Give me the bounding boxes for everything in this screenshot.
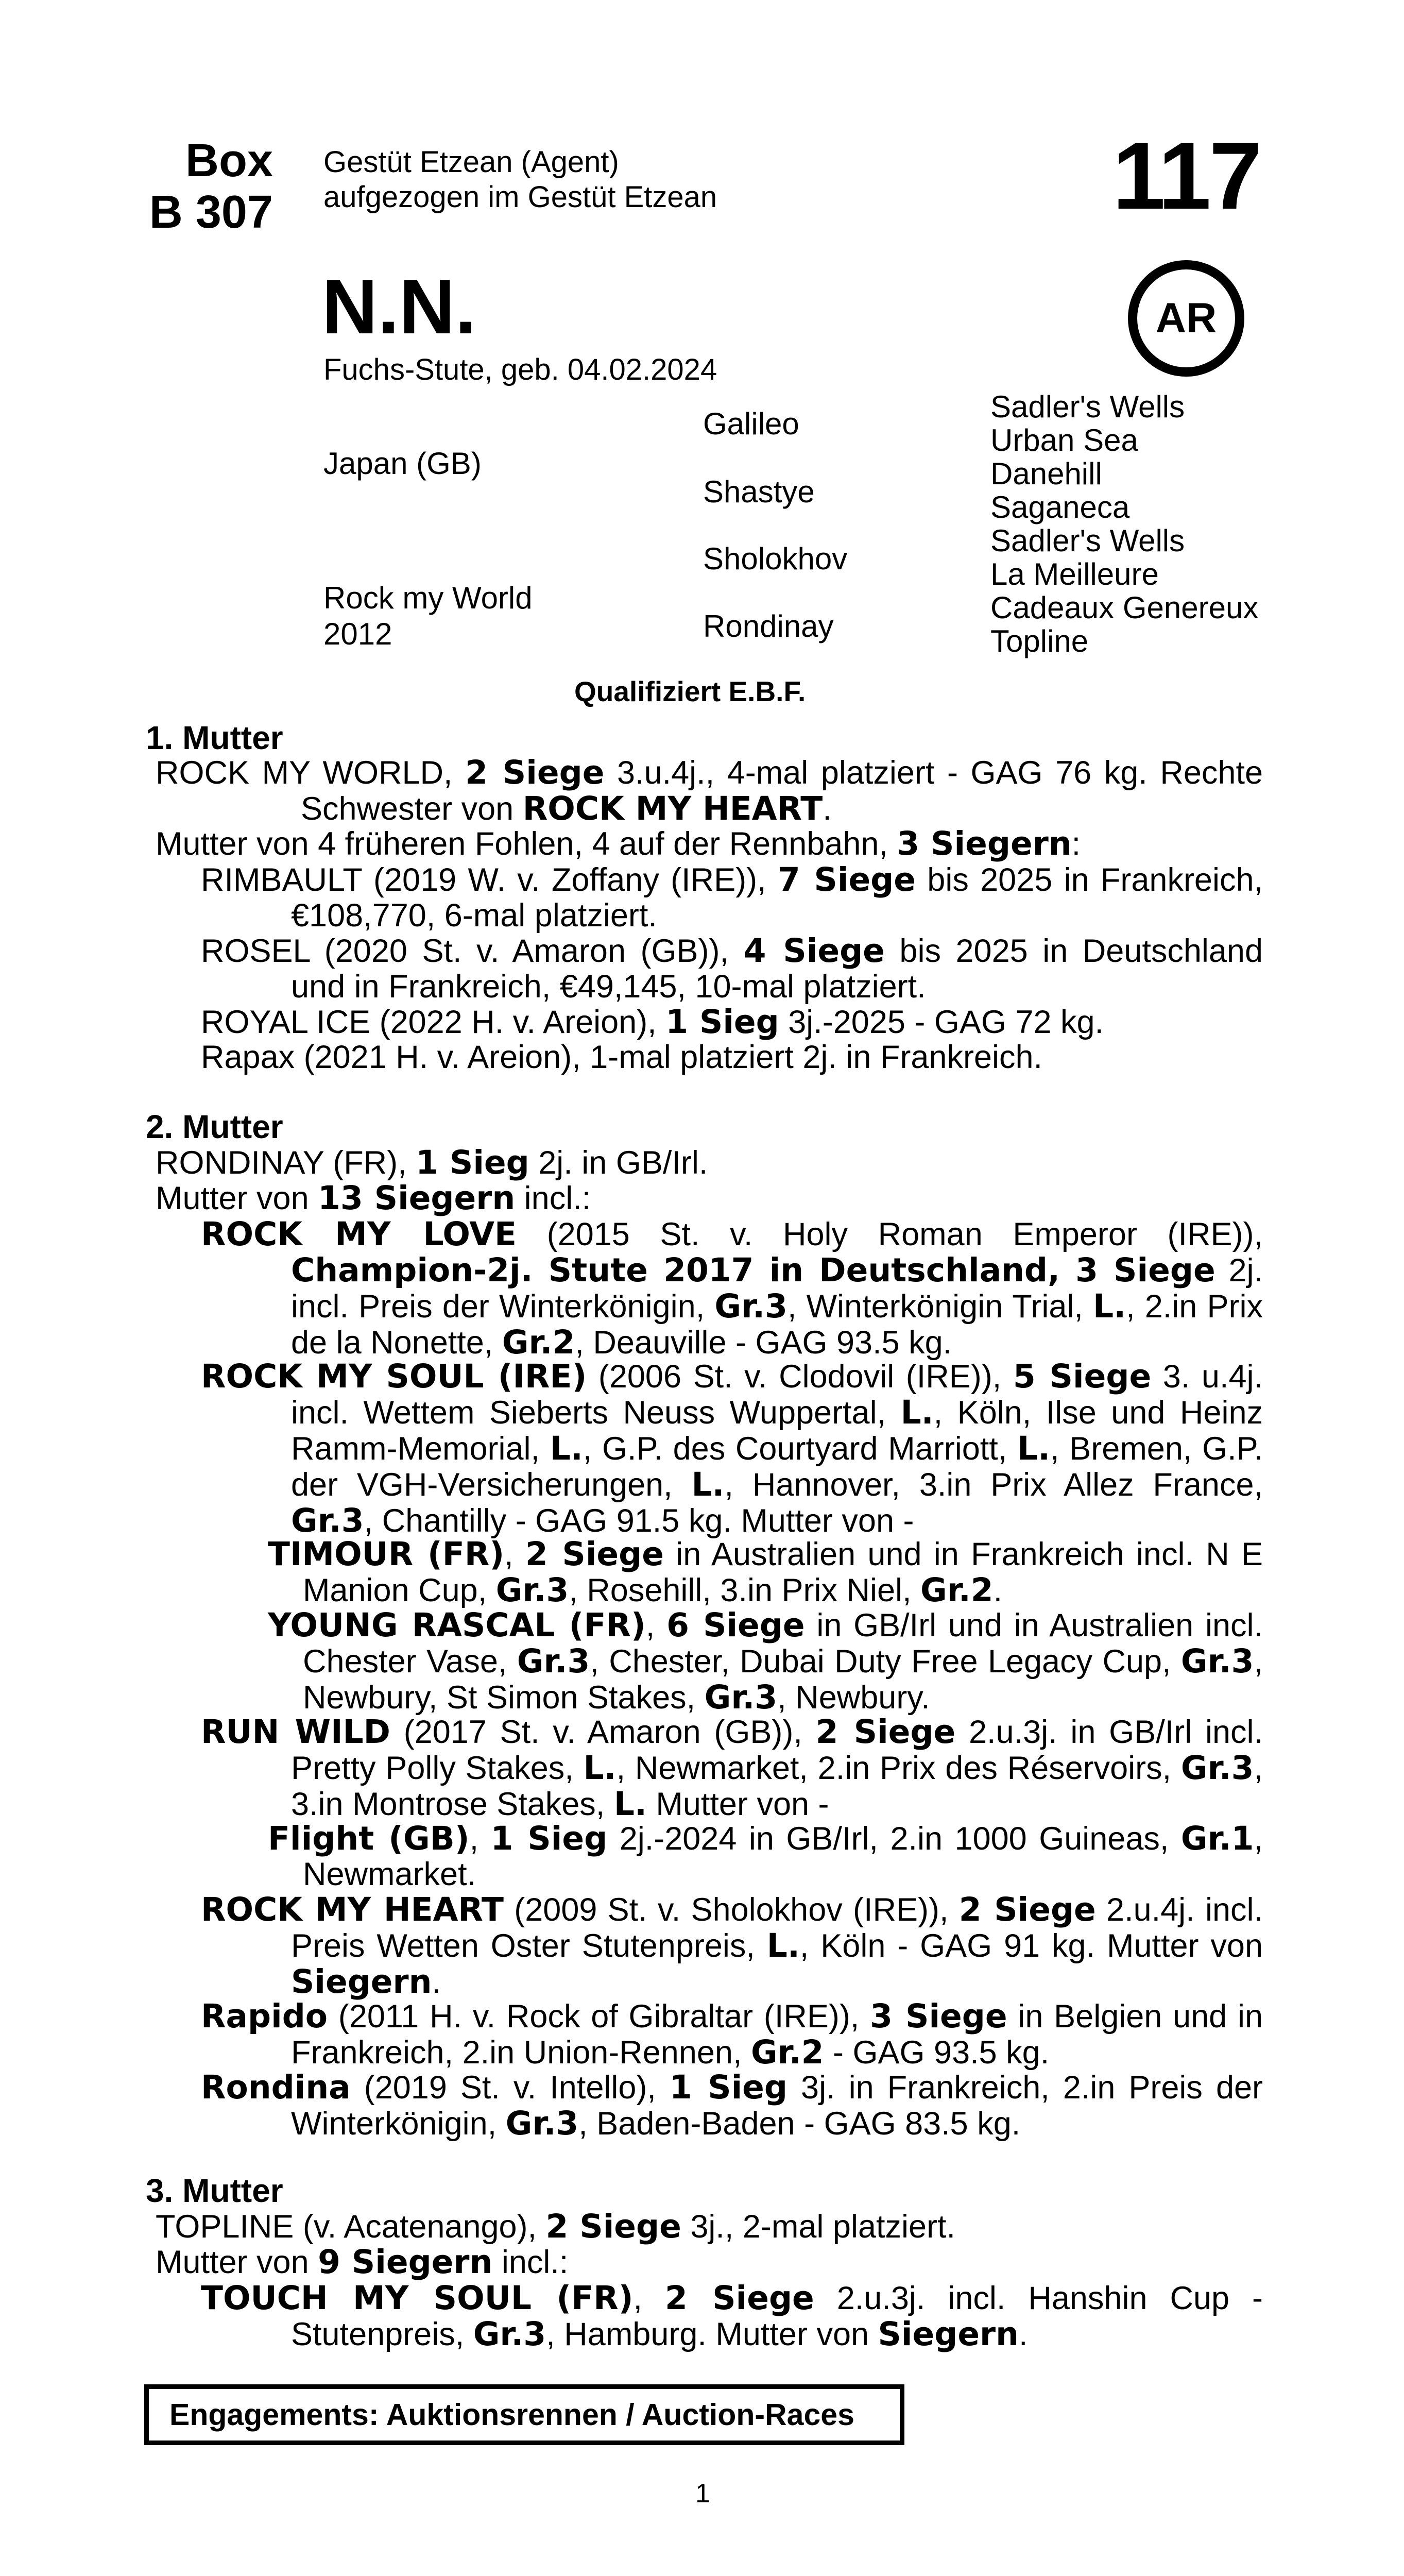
text-run: 3. u.4j. incl. Wettem Sieberts Neuss Wuppertal, (291, 1359, 1263, 1431)
second-dam-intro (156, 1145, 708, 1181)
text-run: , Deauville - GAG 93.5 kg. (575, 1325, 952, 1361)
first-dam-offspring (201, 933, 1263, 1005)
text-run: (2009 St. v. Sholokhov (IRE)), (504, 1892, 959, 1928)
second-dam-heading: 2. Mutter (146, 1108, 283, 1145)
bold-text: Gr.2 (920, 1571, 994, 1609)
bold-text: 1 Sieg (669, 2069, 788, 2106)
text-run: , Newmarket, 2.in Prix des Réservoirs, (616, 1750, 1181, 1786)
pedigree-grandparent: Sholokhov (703, 541, 848, 576)
text-run: , Bremen, G.P. der VGH-Versicherungen, (291, 1431, 1263, 1503)
text-run: . (432, 1964, 441, 2000)
bold-text: ROCK MY HEART (201, 1891, 504, 1928)
text-run: , (645, 1607, 667, 1643)
bold-text: L. (613, 1785, 647, 1823)
text-run: TOPLINE (v. Acatenango), (156, 2209, 546, 2245)
text-run: (2011 H. v. Rock of Gibraltar (IRE)), (328, 1998, 870, 2035)
text-run: 2.u.4j. incl. Preis Wetten Oster Stutenpreis, (291, 1892, 1263, 1964)
pedigree-grandparent: Galileo (703, 406, 799, 441)
bold-text: 2 Siege (525, 1535, 664, 1573)
text-run: , (469, 1821, 491, 1857)
third-dam-offspring (201, 2280, 1263, 2352)
bold-text: RUN WILD (201, 1713, 390, 1751)
bold-text: Siegern (291, 1963, 432, 2001)
consignor: Gestüt Etzean (Agent) (323, 145, 619, 179)
box-label (129, 135, 273, 238)
text-run: . (993, 1572, 1003, 1608)
text-run: 2.u.3j. incl. Hanshin Cup - Stutenpreis, (291, 2280, 1263, 2352)
page-number: 1 (695, 2479, 710, 2509)
grand-offspring (268, 1821, 1263, 1892)
second-dam-offspring (201, 1359, 1263, 1539)
text-run: , Winterkönigin Trial, (787, 1289, 1093, 1325)
text-run: , Newbury. (777, 1680, 930, 1716)
bold-text: 7 Siege (777, 861, 916, 899)
grand-offspring (268, 1607, 1263, 1716)
bold-text: Gr.3 (704, 1679, 778, 1716)
text-run: Mutter von (156, 2244, 318, 2280)
text-run: 2j. incl. Preis der Winterkönigin, (291, 1252, 1263, 1325)
bold-text: 1 Sieg (416, 1144, 529, 1181)
box-number: B 307 (149, 187, 273, 238)
grand-offspring (268, 1536, 1263, 1608)
text-run: , (633, 2280, 665, 2316)
pedigree-great-grandparent: Saganeca (990, 490, 1130, 524)
text-run: (2019 St. v. Intello), (350, 2070, 670, 2106)
text-run: ROYAL ICE (2022 H. v. Areion), (201, 1004, 666, 1040)
bold-text: Gr.3 (505, 2105, 579, 2142)
text-run: . (823, 791, 832, 827)
bold-text: Rapido (201, 1997, 328, 2035)
bold-text: Gr.3 (495, 1571, 569, 1609)
bold-text: Rondina (201, 2069, 351, 2106)
bold-text: 4 Siege (743, 932, 885, 970)
bold-text: L. (550, 1430, 583, 1467)
text-run: - GAG 93.5 kg. (824, 2035, 1050, 2071)
pedigree-dam: Rock my World (323, 581, 533, 615)
engagements-box (144, 2384, 904, 2445)
first-dam-offspring (201, 862, 1263, 934)
bold-text: 2 Siege (815, 1713, 956, 1751)
text-run: ROSEL (2020 St. v. Amaron (GB)), (201, 933, 744, 969)
bold-text: Champion-2j. Stute 2017 in Deutschland, 3 Siege (291, 1251, 1215, 1289)
first-dam-offspring (201, 1040, 1263, 1075)
raised-by: aufgezogen im Gestüt Etzean (323, 180, 717, 214)
bold-text: TIMOUR (FR) (268, 1535, 505, 1573)
bold-text: YOUNG RASCAL (FR) (268, 1606, 646, 1644)
text-run: RIMBAULT (2019 W. v. Zoffany (IRE)), (201, 862, 778, 898)
pedigree-grandparent: Rondinay (703, 609, 834, 643)
bold-text: L. (900, 1394, 934, 1431)
pedigree-grandparent: Shastye (703, 474, 815, 509)
bold-text: 3 Siege (870, 1997, 1007, 2035)
pedigree-great-grandparent: Sadler's Wells (990, 523, 1185, 558)
text-run: 2.u.3j. in GB/Irl incl. Pretty Polly Stakes, (291, 1714, 1263, 1786)
bold-text: Siegern (878, 2315, 1019, 2353)
bold-text: L. (766, 1927, 800, 1964)
third-dam-heading: 3. Mutter (146, 2172, 283, 2209)
text-run: in Australien und in Frankreich incl. N E Manion Cup, (303, 1536, 1263, 1608)
bold-text: Gr.1 (1180, 1820, 1254, 1857)
text-run: , Chantilly - GAG 91.5 kg. Mutter von - (364, 1503, 914, 1539)
text-run: , Newbury, St Simon Stakes, (303, 1643, 1263, 1716)
text-run: ROCK MY WORLD, (156, 755, 466, 791)
bold-text: ROCK MY HEART (522, 790, 823, 827)
text-run: , Newmarket. (303, 1821, 1263, 1892)
text-run: 3j.-2025 - GAG 72 kg. (779, 1004, 1104, 1040)
first-dam-intro (156, 755, 1263, 827)
text-run: Mutter von - (646, 1786, 829, 1822)
bold-text: Gr.3 (291, 1502, 364, 1539)
text-run: in GB/Irl und in Australien incl. Chester Vase, (303, 1607, 1263, 1680)
second-dam-offspring (201, 2070, 1263, 2142)
first-dam-produce (156, 826, 1081, 862)
bold-text: 13 Siegern (318, 1179, 516, 1217)
bold-text: 6 Siege (666, 1606, 805, 1644)
third-dam-intro (156, 2209, 955, 2245)
second-dam-offspring (201, 1998, 1263, 2071)
text-run: , 3.in Montrose Stakes, (291, 1750, 1263, 1822)
pedigree-great-grandparent: La Meilleure (990, 557, 1159, 591)
pedigree-great-grandparent: Sadler's Wells (990, 389, 1185, 424)
text-run: 3.u.4j., 4-mal platziert - GAG 76 kg. Rechte Schwester von (301, 755, 1263, 827)
third-dam-produce (156, 2244, 568, 2280)
text-run: Mutter von (156, 1180, 318, 1216)
first-dam-offspring (201, 1004, 1263, 1040)
bold-text: Flight (GB) (268, 1820, 470, 1857)
bold-text: 9 Siegern (318, 2243, 493, 2281)
box-line-1: Box (185, 135, 273, 187)
lot-number: 117 (1112, 123, 1260, 229)
engagements-label: Engagements: Auktionsrennen / Auction-Races (169, 2398, 854, 2432)
bold-text: L. (1017, 1430, 1051, 1467)
bold-text: 2 Siege (665, 2279, 814, 2317)
text-run: , Köln, Ilse und Heinz Ramm-Memorial, (291, 1395, 1263, 1467)
text-run: 2j.-2024 in GB/Irl, 2.in 1000 Guineas, (607, 1821, 1181, 1857)
text-run: , Baden-Baden - GAG 83.5 kg. (578, 2106, 1021, 2142)
text-run: incl.: (515, 1180, 591, 1216)
pedigree-great-grandparent: Topline (990, 624, 1089, 658)
bold-text: 3 Siegern (897, 825, 1072, 862)
bold-text: 1 Sieg (665, 1003, 779, 1041)
second-dam-produce (156, 1180, 591, 1216)
text-run: , Köln - GAG 91 kg. Mutter von (799, 1928, 1263, 1964)
ar-badge (1128, 260, 1244, 377)
text-run: , 2.in Prix de la Nonette, (291, 1289, 1263, 1361)
bold-text: Gr.2 (750, 2033, 824, 2071)
bold-text: Gr.3 (1180, 1642, 1254, 1680)
text-run: , G.P. des Courtyard Marriott, (583, 1431, 1017, 1467)
qualification: Qualifiziert E.B.F. (574, 675, 806, 707)
text-run: Mutter von 4 früheren Fohlen, 4 auf der Rennbahn, (156, 826, 897, 862)
pedigree-great-grandparent: Urban Sea (990, 423, 1138, 457)
bold-text: 2 Siege (465, 754, 605, 791)
text-run: , (504, 1536, 525, 1572)
text-run: , Rosehill, 3.in Prix Niel, (569, 1572, 921, 1608)
bold-text: 2 Siege (545, 2208, 681, 2245)
second-dam-offspring (201, 1892, 1263, 2000)
pedigree-dam-year: 2012 (323, 617, 392, 651)
bold-text: L. (691, 1466, 725, 1503)
horse-name: N.N. (322, 263, 476, 350)
text-run: incl.: (492, 2244, 569, 2280)
bold-text: TOUCH MY SOUL (FR) (201, 2279, 633, 2317)
text-run: , Hannover, 3.in Prix Allez France, (724, 1467, 1263, 1503)
first-dam-heading: 1. Mutter (146, 719, 283, 756)
text-run: in Belgien und in Frankreich, 2.in Union-Rennen, (291, 1998, 1263, 2071)
bold-text: 2 Siege (958, 1891, 1096, 1928)
pedigree-great-grandparent: Cadeaux Genereux (990, 590, 1259, 625)
bold-text: Gr.3 (1180, 1749, 1254, 1787)
bold-text: L. (1093, 1287, 1126, 1325)
text-run: bis 2025 in Frankreich, €108,770, 6-mal platziert. (291, 862, 1263, 934)
text-run: . (1018, 2316, 1028, 2352)
bold-text: Gr.2 (502, 1324, 575, 1361)
second-dam-offspring (201, 1216, 1263, 1361)
bold-text: 5 Siege (1013, 1358, 1152, 1395)
horse-description: Fuchs-Stute, geb. 04.02.2024 (323, 353, 717, 386)
text-run: Rapax (2021 H. v. Areion), 1-mal platziert 2j. in Frankreich. (201, 1039, 1043, 1075)
bold-text: L. (583, 1749, 617, 1787)
pedigree-sire: Japan (GB) (323, 446, 482, 481)
text-run: 3j. in Frankreich, 2.in Preis der Winterkönigin, (291, 2070, 1263, 2142)
bold-text: 1 Sieg (490, 1820, 608, 1857)
bold-text: ROCK MY LOVE (201, 1215, 517, 1253)
text-run: (2017 St. v. Amaron (GB)), (390, 1714, 816, 1750)
pedigree-great-grandparent: Danehill (990, 456, 1102, 491)
text-run: 2j. in GB/Irl. (529, 1145, 708, 1181)
bold-text: Gr.3 (473, 2315, 546, 2353)
bold-text: Gr.3 (517, 1642, 590, 1680)
text-run: (2006 St. v. Clodovil (IRE)), (587, 1359, 1013, 1395)
bold-text: ROCK MY SOUL (IRE) (201, 1358, 587, 1395)
text-run: , Chester, Dubai Duty Free Legacy Cup, (590, 1643, 1181, 1680)
text-run: RONDINAY (FR), (156, 1145, 416, 1181)
text-run: , Hamburg. Mutter von (546, 2316, 878, 2352)
second-dam-offspring (201, 1714, 1263, 1822)
text-run: (2015 St. v. Holy Roman Emperor (IRE)), (517, 1216, 1263, 1252)
ar-badge-label: AR (1155, 295, 1217, 342)
bold-text: Gr.3 (714, 1287, 787, 1325)
text-run: bis 2025 in Deutschland und in Frankreich, €49,145, 10-mal platziert. (291, 933, 1263, 1005)
text-run: 3j., 2-mal platziert. (681, 2209, 956, 2245)
text-run: : (1071, 826, 1081, 862)
